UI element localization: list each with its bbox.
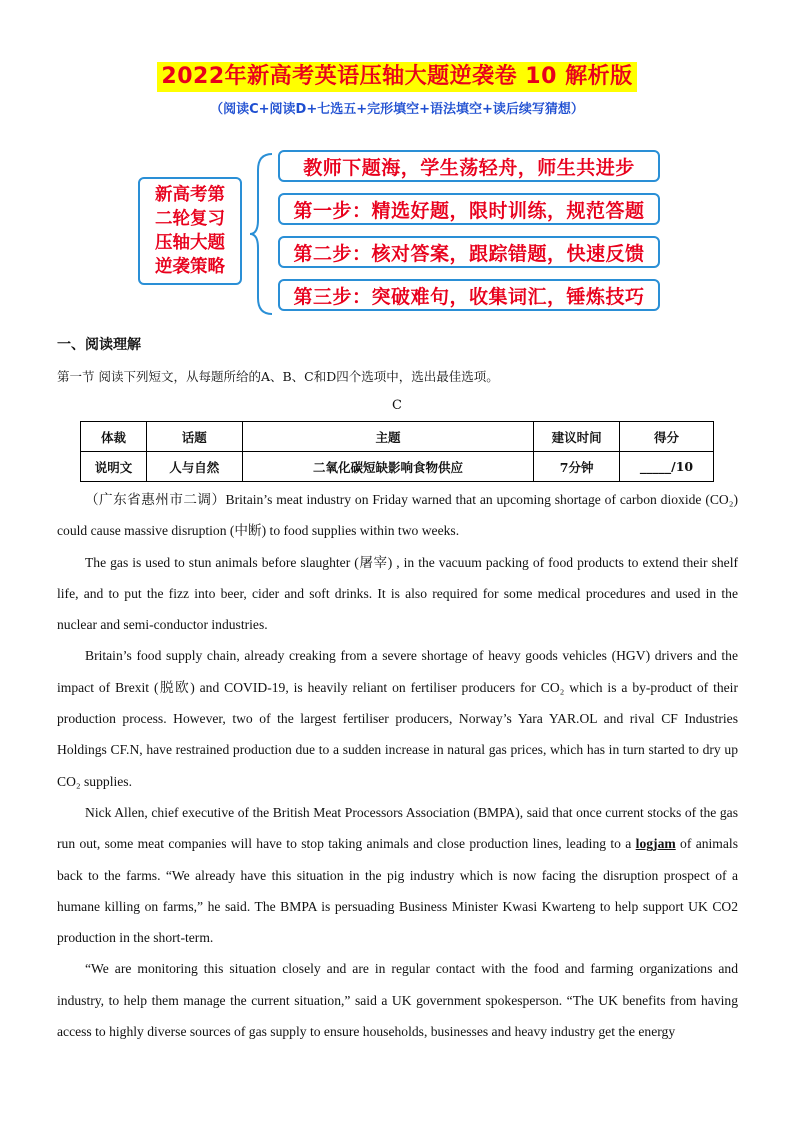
strategy-line: 压轴大题 — [155, 233, 225, 253]
strategy-box — [138, 177, 242, 285]
table-header-row — [81, 422, 714, 452]
info-table — [80, 421, 714, 482]
strategy-step: 第二步：核对答案，跟踪错题，快速反馈 — [278, 236, 660, 268]
table-header-cell: 得分 — [620, 422, 714, 452]
passage-paragraph: Britain’s food supply chain, already creaking from a severe shortage of heavy goods vehicles (HGV) drivers and the impact of Brexit (脱欧) and COVID-19, is heavily reliant on fertiliser producers for CO₂ which is a by-product of their production process. However, two of the largest fertiliser producers, Norway’s Yara YAR.OL and rival CF Industries Holdings CF.N, have restrained production due to a sudden increase in natural gas prices, which has in turn started to dry up CO₂ supplies. — [57, 648, 738, 789]
document-subtitle: （阅读C+阅读D+七选五+完形填空+语法填空+读后续写猜想） — [210, 102, 584, 117]
passage-paragraph: “We are monitoring this situation closely and are in regular contact with the food and farming organizations and industry, to help them manage the current situation,” said a UK government spokesperson. “The UK benefits from having access to highly diverse sources of gas supply to ensure households, businesses and heavy industry get the energy — [57, 961, 738, 1040]
table-cell: 7分钟 — [534, 452, 620, 482]
strategy-step: 第一步：精选好题，限时训练，规范答题 — [278, 193, 660, 225]
passage-paragraph: The gas is used to stun animals before slaughter (屠宰) , in the vacuum packing of food products to extend their shelf life, and to put the fizz into beer, cider and soft drinks. It is also required for some medical procedures and used in the nuclear and semi-conductor industries. — [57, 554, 738, 633]
table-row — [81, 452, 714, 482]
passage-paragraph — [57, 797, 738, 953]
strategy-line: 逆袭策略 — [155, 257, 225, 277]
score-cell: _____/10 — [620, 452, 714, 482]
document-title: 2022年新高考英语压轴大题逆袭卷 10 解析版 — [157, 62, 636, 92]
section-instruction: 第一节 阅读下列短文，从每题所给的A、B、C和D四个选项中，选出最佳选项。 — [57, 369, 499, 384]
strategy-step: 第三步：突破难句，收集词汇，锤炼技巧 — [278, 279, 660, 311]
table-cell: 二氧化碳短缺影响食物供应 — [242, 452, 533, 482]
passage-text: of animals back to the farms. “We already have this situation in the pig industry which is now facing the disruption prospect of a humane killing on farms,” he said. The BMPA is persuading Business Minister Kwasi Kwarteng to help support UK CO2 production in the short-term. — [57, 836, 738, 946]
title-wrap — [0, 62, 794, 92]
passage-text: Nick Allen, chief executive of the British Meat Processors Association (BMPA), said that once current stocks of the gas run out, some meat companies will have to stop taking animals and close production lines, leading to a — [57, 804, 738, 852]
brace-icon — [250, 150, 276, 318]
strategy-line: 二轮复习 — [155, 209, 225, 229]
strategy-step: 教师下题海，学生荡轻舟，师生共进步 — [278, 150, 660, 182]
table-header-cell: 建议时间 — [534, 422, 620, 452]
underlined-word: logjam — [635, 836, 676, 852]
table-cell: 说明文 — [81, 452, 147, 482]
table-cell: 人与自然 — [146, 452, 242, 482]
passage-body — [57, 484, 738, 1047]
section-heading: 一、阅读理解 — [57, 337, 141, 353]
strategy-line: 新高考第 — [155, 185, 225, 205]
table-header-cell: 话题 — [146, 422, 242, 452]
passage-paragraph: （广东省惠州市二调）Britain’s meat industry on Friday warned that an upcoming shortage of carbon dioxide (CO₂) could cause massive disruption (中断) to food supplies within two weeks. — [57, 492, 738, 539]
table-header-cell: 体裁 — [81, 422, 147, 452]
passage-letter: C — [392, 398, 402, 413]
table-header-cell: 主题 — [242, 422, 533, 452]
